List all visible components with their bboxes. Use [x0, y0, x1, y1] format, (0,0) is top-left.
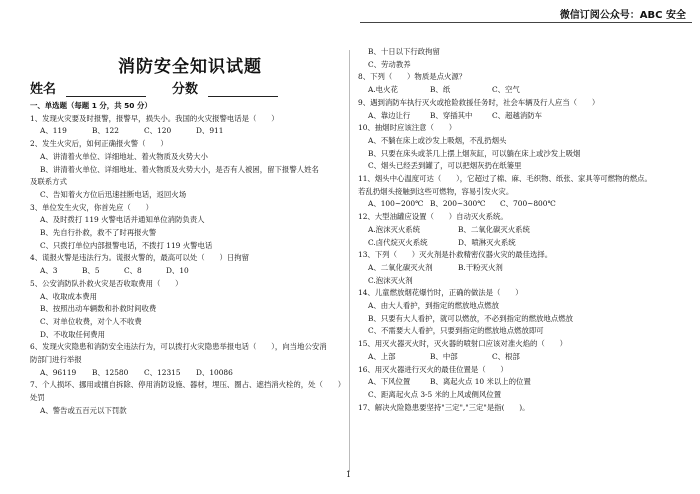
- question-text: 6、发现火灾隐患和消防安全违法行为，可以拨打火灾隐患举报电话（ ），向当地公安消: [30, 342, 327, 352]
- option-item[interactable]: A.泡沫灭火系统: [368, 224, 421, 234]
- question-text: 15、用灭火器灭火时，灭火器的喷射口应该对准火焰的（ ）: [358, 339, 567, 349]
- option-row: [358, 351, 684, 364]
- option-item[interactable]: B、只要在床头或茶几上摆上烟灰缸，可以躺在床上或沙发上吸烟: [368, 148, 581, 158]
- question-text: 4、谎报火警是违法行为。谎报火警的，最高可以处（ ）日拘留: [30, 253, 250, 263]
- option-item[interactable]: C、烟头已经丢到罐了，可以把烟灰扔在纸篓里: [368, 161, 522, 171]
- option-row: [358, 198, 684, 211]
- option-item[interactable]: A、及时拨打 119 火警电话并通知单位消防负责人: [40, 215, 205, 225]
- option-row: [30, 265, 342, 278]
- option-item[interactable]: C、空气: [492, 85, 520, 95]
- option-row: [30, 367, 342, 380]
- option-item[interactable]: A、讲清着火单位、详细地址、着火物质及火势大小: [40, 151, 208, 161]
- option-item[interactable]: B.干粉灭火剂: [458, 262, 503, 272]
- question-continuation: 防部门进行举报: [30, 355, 82, 365]
- option-item[interactable]: A、靠边让行: [368, 110, 411, 120]
- question-text: 9、遇到消防车执行灭火或抢险救援任务时，社会车辆及行人应当（ ）: [358, 97, 600, 107]
- header-rule: [360, 22, 692, 23]
- left-column: [30, 100, 346, 418]
- question-text: 16、用灭火器进行灭火的最佳位置是（ ）: [358, 364, 508, 374]
- option-row: [358, 262, 684, 275]
- option-item[interactable]: D、911: [196, 126, 224, 136]
- question-text: 2、发生火灾后，如何正确报火警（ ）: [30, 139, 168, 149]
- option-item[interactable]: B、按照出动车辆数和扑救时间收费: [40, 304, 157, 314]
- option-row: [358, 84, 684, 97]
- option-row: [358, 237, 684, 250]
- option-row: [358, 376, 684, 389]
- option-row: [358, 224, 684, 237]
- option-item[interactable]: C、距离起火点 3-5 米的上风或侧风位置: [368, 389, 502, 399]
- question-text: 13、下列（ ）灭火剂是扑救精密仪器火灾的最佳选择。: [358, 250, 553, 260]
- option-item[interactable]: A、3: [40, 266, 58, 276]
- option-item[interactable]: A、警告或五百元以下罚款: [40, 405, 127, 415]
- option-item[interactable]: B、离起火点 10 米以上的位置: [430, 377, 531, 387]
- name-score-row: [30, 78, 278, 97]
- option-item[interactable]: C、不需要大人看护，只要到指定的燃放地点燃放即可: [368, 326, 544, 336]
- option-item[interactable]: C、700~800℃: [500, 199, 556, 209]
- option-item[interactable]: D、10086: [196, 367, 233, 377]
- option-item[interactable]: B、纸: [430, 85, 451, 95]
- page-number: 1: [346, 470, 352, 479]
- option-item[interactable]: B、穿插其中: [430, 110, 473, 120]
- option-item[interactable]: A、上部: [368, 351, 396, 361]
- option-item[interactable]: B、讲清着火单位、详细地址、着火物质及火势大小，是否有人被困，留下报警人姓名: [40, 164, 319, 174]
- option-item[interactable]: C、只拨打单位内部报警电话，不拨打 119 火警电话: [40, 240, 213, 250]
- question-text: 12、大型油罐应设置（ ）自动灭火系统。: [358, 212, 508, 222]
- option-item[interactable]: A、96119: [40, 367, 77, 377]
- option-item[interactable]: C、超越消防车: [492, 110, 542, 120]
- question-text: 11、烟头中心温度可达（ ），它超过了棉、麻、毛织物、纸张、家具等可燃物的燃点。: [358, 174, 652, 184]
- question-text: 14、儿童燃放烟花爆竹时，正确的做法是（ ）: [358, 288, 523, 298]
- option-item[interactable]: B、12580: [92, 367, 129, 377]
- question-text: 17、解决火险隐患要坚持"三定","三定"是指( )。: [358, 402, 530, 412]
- name-blank[interactable]: [66, 84, 146, 97]
- question-text: 1、发现火灾要及时报警，报警早，损失小。我国的火灾报警电话是（ ）: [30, 113, 279, 123]
- question-continuation: 若乱扔烟头接触到这些可燃物，容易引发火灾。: [358, 186, 514, 196]
- option-item[interactable]: A、收取成本费用: [40, 291, 98, 301]
- option-item[interactable]: C.卤代烷灭火系统: [368, 237, 428, 247]
- score-blank[interactable]: [208, 84, 278, 97]
- option-item[interactable]: B、二氧化碳灭火系统: [458, 224, 530, 234]
- question-text: 5、公安消防队扑救火灾是否收取费用（ ）: [30, 278, 183, 288]
- option-item[interactable]: D、不收取任何费用: [40, 329, 106, 339]
- option-item[interactable]: C、告知着火方位后迅速挂断电话，返回火场: [40, 189, 187, 199]
- option-item[interactable]: A.电火花: [368, 85, 398, 95]
- question-text: 7、个人损坏、挪用或擅自拆除、停用消防设施、器材，埋压、圈占、遮挡消火栓的，处（ ）: [30, 380, 346, 390]
- option-item[interactable]: C.泡沫灭火剂: [368, 275, 413, 285]
- question-text: 8、下列（ ）物质是点火源？: [358, 72, 467, 82]
- option-item[interactable]: D、喷淋灭火系统: [458, 237, 516, 247]
- section-title: 一、单选题（每题 1 分，共 50 分）: [30, 101, 152, 110]
- option-item[interactable]: B、先自行扑救，救不了时再报火警: [40, 228, 157, 238]
- option-item[interactable]: C、劳动教养: [368, 59, 411, 69]
- question-continuation: 处罚: [30, 393, 45, 403]
- option-item[interactable]: C、8: [124, 266, 142, 276]
- header-wechat-text: 微信订阅公众号：ABC 安全: [559, 10, 686, 21]
- option-item[interactable]: A、119: [40, 126, 67, 136]
- option-item[interactable]: C、12315: [144, 367, 181, 377]
- option-item[interactable]: A、100~200℃: [368, 199, 424, 209]
- question-continuation: 及联系方式: [30, 177, 67, 187]
- option-item[interactable]: B、122: [92, 126, 119, 136]
- page-title: 消防安全知识试题: [118, 57, 262, 77]
- option-row: [30, 125, 342, 138]
- question-text: 3、单位发生火灾，你首先应（ ）: [30, 202, 153, 212]
- option-item[interactable]: D、10: [166, 266, 189, 276]
- column-divider: [349, 50, 350, 472]
- option-item[interactable]: C、对单位收费，对个人不收费: [40, 316, 142, 326]
- option-item[interactable]: B、中部: [430, 351, 458, 361]
- option-item[interactable]: C、120: [144, 126, 172, 136]
- option-item[interactable]: B、5: [82, 266, 100, 276]
- question-text: 10、抽烟时应该注意（ ）: [358, 123, 457, 133]
- score-label: 分数: [172, 82, 199, 97]
- option-item[interactable]: A、二氧化碳灭火剂: [368, 262, 433, 272]
- option-row: [358, 110, 684, 123]
- option-item[interactable]: A、由大人看护，到指定的燃放地点燃放: [368, 301, 499, 311]
- option-item[interactable]: A、下风位置: [368, 377, 411, 387]
- option-item[interactable]: A、不躺在床上或沙发上吸烟，不乱扔烟头: [368, 135, 507, 145]
- option-item[interactable]: B、只要有大人看护，就可以燃放，不必到指定的燃放地点燃放: [368, 313, 573, 323]
- option-item[interactable]: B、十日以下行政拘留: [368, 47, 440, 56]
- right-column: [358, 46, 684, 414]
- option-item[interactable]: C、根部: [492, 351, 520, 361]
- option-item[interactable]: B、200~300℃: [430, 199, 486, 209]
- name-label: 姓名: [30, 82, 57, 97]
